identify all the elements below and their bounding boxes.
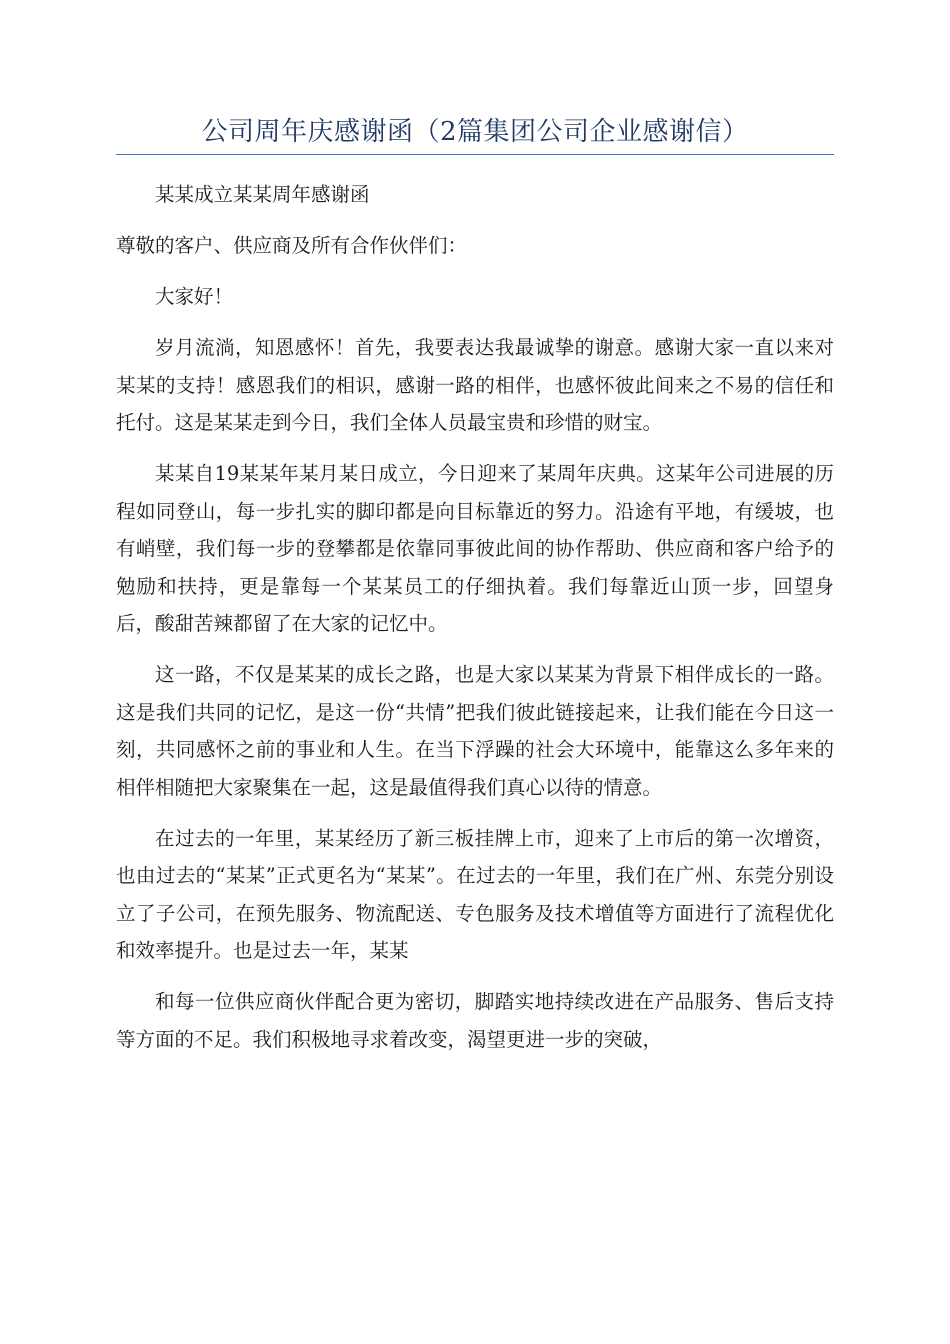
subtitle-paragraph: 某某成立某某周年感谢函 bbox=[155, 183, 370, 206]
greeting-paragraph: 大家好！ bbox=[155, 285, 234, 308]
body-paragraph: 在过去的一年里，某某经历了新三板挂牌上市，迎来了上市后的第一次增资，也由过去的“某某”正式更名为“某某”。在过去的一年里，我们在广州、东莞分别设立了子公司，在预先服务、物流配送、专色服务及技术增值等方面进行了流程优化和效率提升。也是过去一年，某某 bbox=[116, 826, 834, 962]
salutation-paragraph: 尊敬的客户、供应商及所有合作伙伴们： bbox=[116, 234, 468, 257]
body-paragraph: 这一路，不仅是某某的成长之路，也是大家以某某为背景下相伴成长的一路。这是我们共同的记忆，是这一份“共情”把我们彼此链接起来，让我们能在今日这一刻，共同感怀之前的事业和人生。在当下浮躁的社会大环境中，能靠这么多年来的相伴相随把大家聚集在一起，这是最值得我们真心以待的情意。 bbox=[116, 663, 834, 799]
document-body bbox=[116, 176, 834, 1072]
body-paragraph: 岁月流淌，知恩感怀！首先，我要表达我最诚挚的谢意。感谢大家一直以来对某某的支持！感恩我们的相识，感谢一路的相伴，也感怀彼此间来之不易的信任和托付。这是某某走到今日，我们全体人员最宝贵和珍惜的财宝。 bbox=[116, 336, 834, 434]
title-underline bbox=[116, 154, 834, 155]
document-title: 公司周年庆感谢函（2篇集团公司企业感谢信） bbox=[201, 117, 749, 147]
body-paragraph: 和每一位供应商伙伴配合更为密切，脚踏实地持续改进在产品服务、售后支持等方面的不足。我们积极地寻求着改变，渴望更进一步的突破， bbox=[116, 990, 834, 1051]
body-paragraph: 某某自19某某年某月某日成立，今日迎来了某周年庆典。这某年公司进展的历程如同登山，每一步扎实的脚印都是向目标靠近的努力。沿途有平地，有缓坡，也有峭壁，我们每一步的登攀都是依靠同事彼此间的协作帮助、供应商和客户给予的勉励和扶持，更是靠每一个某某员工的仔细执着。我们每靠近山顶一步，回望身后，酸甜苦辣都留了在大家的记忆中。 bbox=[116, 462, 834, 635]
